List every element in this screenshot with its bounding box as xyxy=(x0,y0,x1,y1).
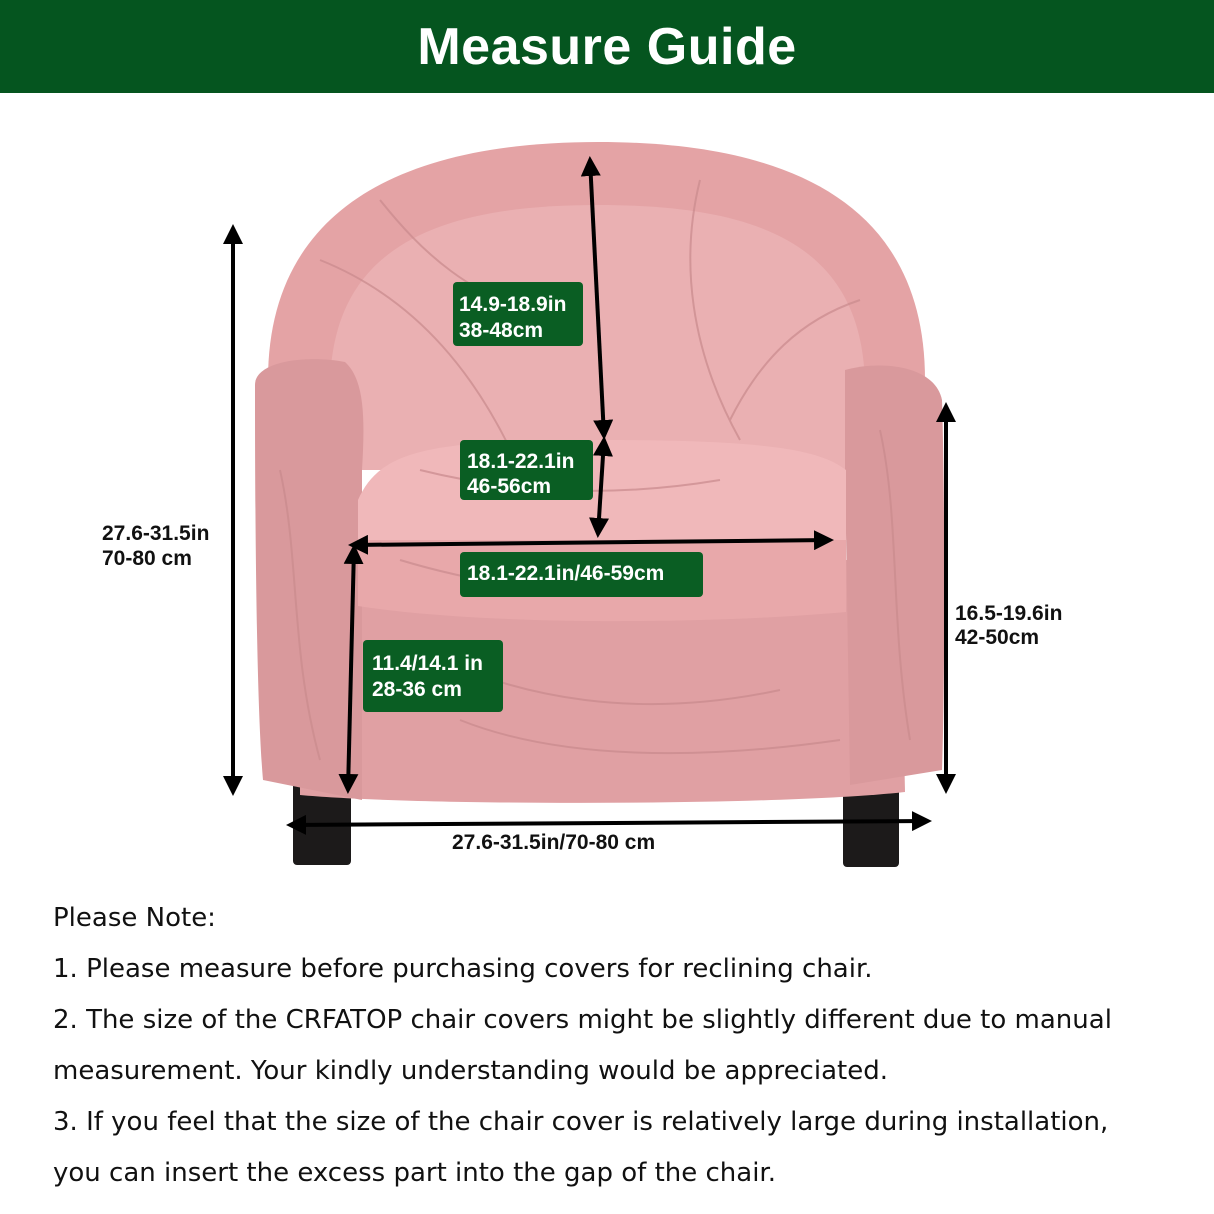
arrow-total-width xyxy=(290,821,928,825)
note-item: measurement. Your kindly understanding would be appreciated. xyxy=(53,1056,888,1086)
note-item: you can insert the excess part into the gap of the chair. xyxy=(53,1158,776,1188)
page-header xyxy=(0,0,1214,93)
label-total-height-line2: 70-80 cm xyxy=(102,547,192,570)
label-seat-depth-line2: 46-56cm xyxy=(467,475,552,498)
label-arm-height-line1: 16.5-19.6in xyxy=(955,602,1063,625)
note-item: 1. Please measure before purchasing covers for reclining chair. xyxy=(53,954,873,984)
note-item: 2. The size of the CRFATOP chair covers might be slightly different due to manual xyxy=(53,1005,1112,1035)
label-total-height-line1: 27.6-31.5in xyxy=(102,522,210,545)
label-box-seat-height xyxy=(363,640,503,712)
label-backrest-line2: 38-48cm xyxy=(459,319,544,342)
notes-section xyxy=(53,893,1173,1199)
page-title: Measure Guide xyxy=(417,17,797,76)
note-item: 3. If you feel that the size of the chair cover is relatively large during installation, xyxy=(53,1107,1109,1137)
label-seat-height-line1: 11.4/14.1 in xyxy=(372,652,483,675)
chair-arm-left xyxy=(255,359,363,800)
label-seat-width: 18.1-22.1in/46-59cm xyxy=(467,562,665,585)
notes-heading: Please Note: xyxy=(53,903,216,933)
label-seat-height-line2: 28-36 cm xyxy=(372,678,462,701)
label-total-width: 27.6-31.5in/70-80 cm xyxy=(452,831,656,854)
label-seat-depth-line1: 18.1-22.1in xyxy=(467,450,575,473)
label-backrest-line1: 14.9-18.9in xyxy=(459,293,567,316)
chair-measure-diagram xyxy=(0,93,1214,893)
label-arm-height-line2: 42-50cm xyxy=(955,626,1040,649)
